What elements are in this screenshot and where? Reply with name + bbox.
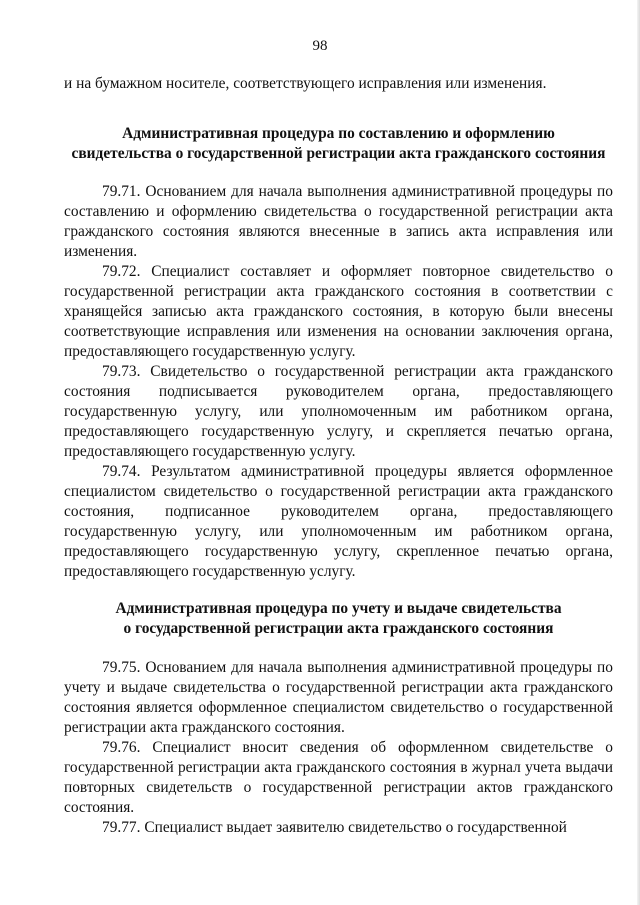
paragraph-79-71: 79.71. Основанием для начала выполнения административной процедуры по составлению и оформлению свидетельства о государственной регистрации акта гражданского состояния являются внесенные в запись акта исправления или изменения. bbox=[64, 183, 613, 260]
page-number: 98 bbox=[312, 38, 328, 54]
section-2-body bbox=[64, 658, 613, 838]
paragraph-79-75: 79.75. Основанием для начала выполнения административной процедуры по учету и выдаче свидетельства о государственной регистрации акта гражданского состояния является оформленное специалистом свидетельство о государственной регистрации акта гражданского состояния. bbox=[64, 659, 613, 736]
paragraph-79-77: 79.77. Специалист выдает заявителю свидетельство о государственной bbox=[102, 819, 567, 836]
intro-line: и на бумажном носителе, соответствующего исправления или изменения. bbox=[64, 75, 547, 92]
section-1-heading-line-2: свидетельства о государственной регистрации акта гражданского состояния bbox=[71, 145, 606, 162]
paragraph-79-74: 79.74. Результатом административной процедуры является оформленное специалистом свидетельство о государственной регистрации акта гражданского состояния, подписанное руководителем органа, предоставляющего государственную услугу, или уполномоченным им работником органа, предоставляющего государственную услугу, скрепленное печатью органа, предоставляющего государственную услугу. bbox=[64, 463, 613, 580]
section-1-body bbox=[64, 182, 613, 582]
intro-text bbox=[64, 74, 613, 94]
section-1-heading-line-1: Административная процедура по составлению и оформлению bbox=[122, 125, 555, 142]
section-2-heading bbox=[64, 599, 613, 639]
section-2-heading-line-2: о государственной регистрации акта гражданского состояния bbox=[123, 620, 554, 637]
section-2-heading-line-1: Административная процедура по учету и выдаче свидетельства bbox=[115, 600, 562, 617]
paragraph-79-76: 79.76. Специалист вносит сведения об оформленном свидетельстве о государственной регистрации акта гражданского состояния в журнал учета выдачи повторных свидетельств о государственной регистрации актов гражданского состояния. bbox=[64, 739, 613, 816]
paragraph-79-72: 79.72. Специалист составляет и оформляет повторное свидетельство о государственной регистрации акта гражданского состояния в соответствии с хранящейся записью акта гражданского состояния, в которую были внесены соответствующие исправления или изменения на основании заключения органа, предоставляющего государственную услугу. bbox=[64, 263, 613, 360]
section-1-heading bbox=[64, 124, 613, 164]
paragraph-79-73: 79.73. Свидетельство о государственной регистрации акта гражданского состояния подписывается руководителем органа, предоставляющего государственную услугу, или уполномоченным им работником органа, предоставляющего государственную услугу, и скрепляется печатью органа, предоставляющего государственную услугу. bbox=[64, 363, 613, 460]
